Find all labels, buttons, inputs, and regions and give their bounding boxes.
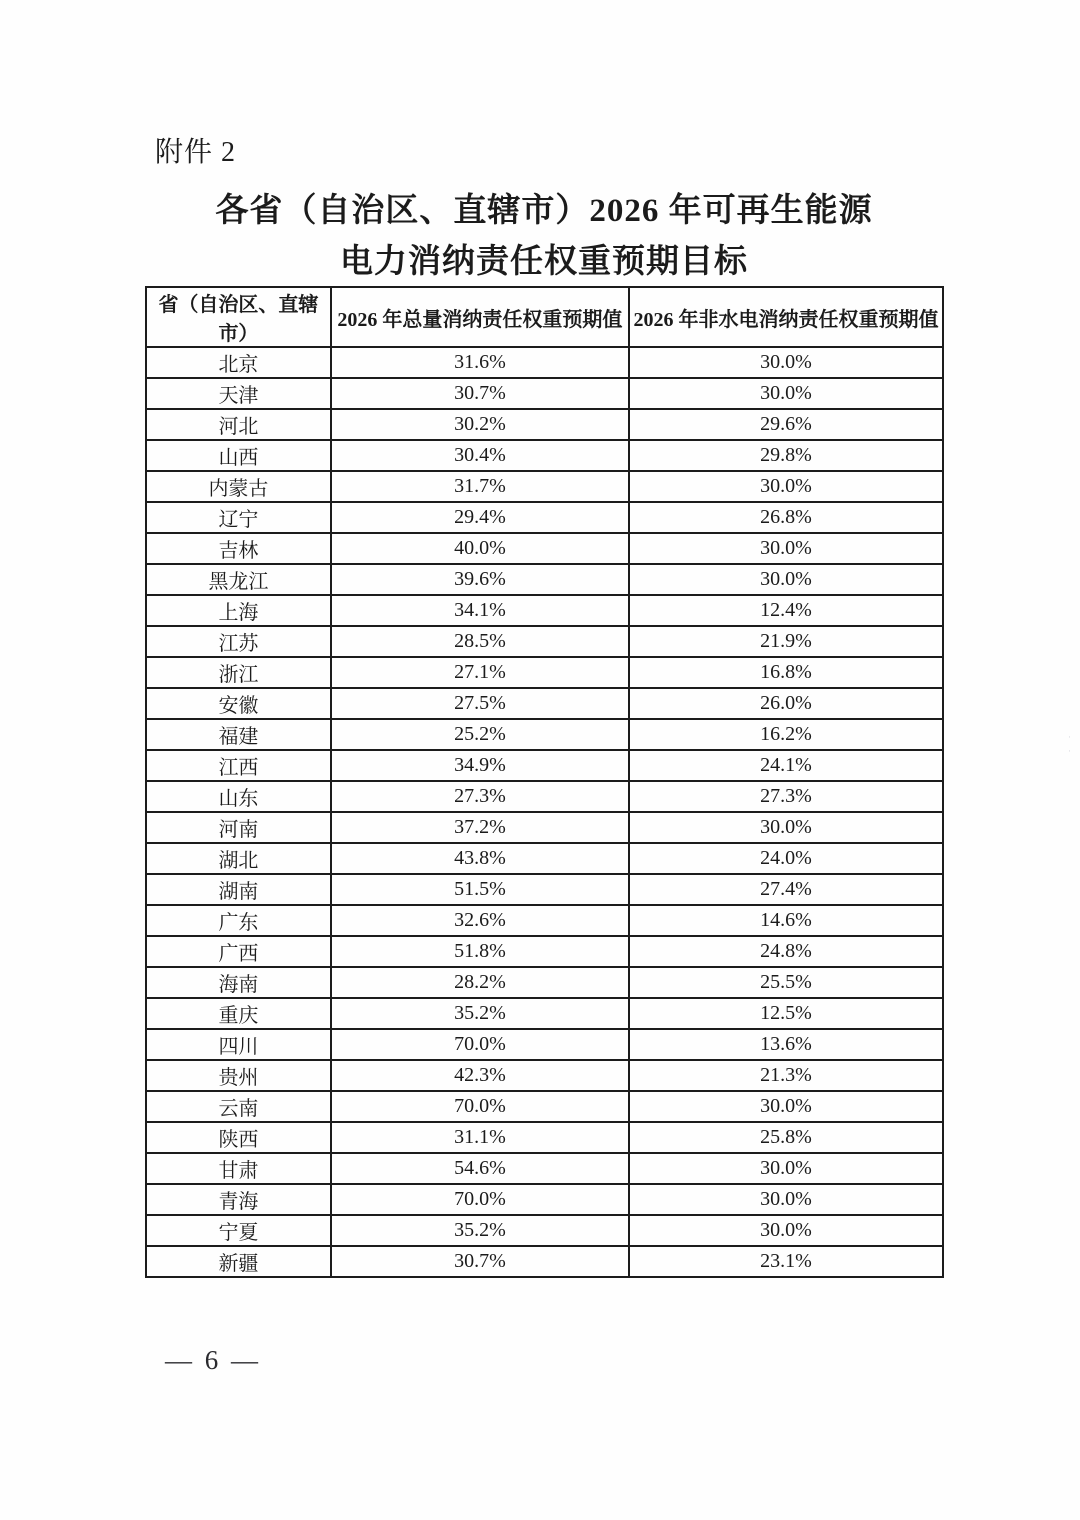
province-cell: 四川	[146, 1029, 331, 1060]
table-row	[146, 1029, 943, 1060]
table-row	[146, 1246, 943, 1277]
nonhydro-weight-cell: 25.5%	[629, 967, 943, 998]
total-weight-cell: 54.6%	[331, 1153, 629, 1184]
table-row	[146, 781, 943, 812]
table-row	[146, 998, 943, 1029]
province-cell: 上海	[146, 595, 331, 626]
province-cell: 湖南	[146, 874, 331, 905]
table-row	[146, 409, 943, 440]
total-weight-cell: 70.0%	[331, 1184, 629, 1215]
total-weight-cell: 30.7%	[331, 1246, 629, 1277]
total-weight-cell: 30.7%	[331, 378, 629, 409]
table-row	[146, 843, 943, 874]
total-weight-cell: 34.1%	[331, 595, 629, 626]
nonhydro-weight-cell: 21.9%	[629, 626, 943, 657]
total-weight-cell: 70.0%	[331, 1029, 629, 1060]
document-title-line1: 各省（自治区、直辖市）2026 年可再生能源	[215, 193, 873, 229]
table-row	[146, 874, 943, 905]
province-cell: 广西	[146, 936, 331, 967]
targets-table	[145, 286, 944, 1278]
total-weight-cell: 42.3%	[331, 1060, 629, 1091]
nonhydro-weight-cell: 24.0%	[629, 843, 943, 874]
table-row	[146, 595, 943, 626]
table-body	[146, 347, 943, 1277]
column-header-total-weight: 2026 年总量消纳责任权重预期值	[331, 287, 629, 347]
nonhydro-weight-cell: 27.3%	[629, 781, 943, 812]
scan-artifact: · ·	[1068, 732, 1071, 756]
table-row	[146, 378, 943, 409]
nonhydro-weight-cell: 16.2%	[629, 719, 943, 750]
total-weight-cell: 31.7%	[331, 471, 629, 502]
table-row	[146, 750, 943, 781]
column-header-nonhydro-weight: 2026 年非水电消纳责任权重预期值	[629, 287, 943, 347]
province-cell: 内蒙古	[146, 471, 331, 502]
total-weight-cell: 27.1%	[331, 657, 629, 688]
province-cell: 河北	[146, 409, 331, 440]
province-cell: 山西	[146, 440, 331, 471]
table-row	[146, 1060, 943, 1091]
province-cell: 山东	[146, 781, 331, 812]
total-weight-cell: 43.8%	[331, 843, 629, 874]
nonhydro-weight-cell: 30.0%	[629, 812, 943, 843]
document-title	[140, 186, 948, 288]
province-cell: 浙江	[146, 657, 331, 688]
nonhydro-weight-cell: 30.0%	[629, 347, 943, 378]
document-title-line2: 电力消纳责任权重预期目标	[340, 244, 748, 280]
province-cell: 吉林	[146, 533, 331, 564]
nonhydro-weight-cell: 24.8%	[629, 936, 943, 967]
nonhydro-weight-cell: 24.1%	[629, 750, 943, 781]
table-row	[146, 1091, 943, 1122]
nonhydro-weight-cell: 26.0%	[629, 688, 943, 719]
table-row	[146, 626, 943, 657]
nonhydro-weight-cell: 14.6%	[629, 905, 943, 936]
table-row	[146, 502, 943, 533]
nonhydro-weight-cell: 16.8%	[629, 657, 943, 688]
table-row	[146, 1122, 943, 1153]
total-weight-cell: 34.9%	[331, 750, 629, 781]
table-row	[146, 812, 943, 843]
table-header-row	[146, 287, 943, 347]
nonhydro-weight-cell: 26.8%	[629, 502, 943, 533]
total-weight-cell: 39.6%	[331, 564, 629, 595]
total-weight-cell: 28.5%	[331, 626, 629, 657]
total-weight-cell: 27.3%	[331, 781, 629, 812]
table-row	[146, 1184, 943, 1215]
table-row	[146, 657, 943, 688]
total-weight-cell: 27.5%	[331, 688, 629, 719]
nonhydro-weight-cell: 30.0%	[629, 1153, 943, 1184]
nonhydro-weight-cell: 21.3%	[629, 1060, 943, 1091]
nonhydro-weight-cell: 12.5%	[629, 998, 943, 1029]
table-row	[146, 533, 943, 564]
nonhydro-weight-cell: 30.0%	[629, 1215, 943, 1246]
nonhydro-weight-cell: 12.4%	[629, 595, 943, 626]
total-weight-cell: 51.8%	[331, 936, 629, 967]
nonhydro-weight-cell: 30.0%	[629, 471, 943, 502]
province-cell: 广东	[146, 905, 331, 936]
nonhydro-weight-cell: 13.6%	[629, 1029, 943, 1060]
total-weight-cell: 70.0%	[331, 1091, 629, 1122]
table-row	[146, 564, 943, 595]
nonhydro-weight-cell: 29.8%	[629, 440, 943, 471]
province-cell: 云南	[146, 1091, 331, 1122]
total-weight-cell: 31.6%	[331, 347, 629, 378]
total-weight-cell: 30.2%	[331, 409, 629, 440]
total-weight-cell: 31.1%	[331, 1122, 629, 1153]
nonhydro-weight-cell: 25.8%	[629, 1122, 943, 1153]
total-weight-cell: 32.6%	[331, 905, 629, 936]
province-cell: 江西	[146, 750, 331, 781]
province-cell: 辽宁	[146, 502, 331, 533]
province-cell: 新疆	[146, 1246, 331, 1277]
total-weight-cell: 40.0%	[331, 533, 629, 564]
nonhydro-weight-cell: 30.0%	[629, 533, 943, 564]
total-weight-cell: 28.2%	[331, 967, 629, 998]
total-weight-cell: 29.4%	[331, 502, 629, 533]
province-cell: 重庆	[146, 998, 331, 1029]
province-cell: 江苏	[146, 626, 331, 657]
province-cell: 河南	[146, 812, 331, 843]
page-number: — 6 —	[165, 1345, 261, 1375]
total-weight-cell: 30.4%	[331, 440, 629, 471]
total-weight-cell: 51.5%	[331, 874, 629, 905]
province-cell: 福建	[146, 719, 331, 750]
table-row	[146, 967, 943, 998]
table-row	[146, 1153, 943, 1184]
total-weight-cell: 25.2%	[331, 719, 629, 750]
table-row	[146, 1215, 943, 1246]
province-cell: 青海	[146, 1184, 331, 1215]
province-cell: 湖北	[146, 843, 331, 874]
nonhydro-weight-cell: 29.6%	[629, 409, 943, 440]
province-cell: 陕西	[146, 1122, 331, 1153]
province-cell: 安徽	[146, 688, 331, 719]
nonhydro-weight-cell: 23.1%	[629, 1246, 943, 1277]
attachment-label: 附件 2	[155, 137, 237, 168]
total-weight-cell: 35.2%	[331, 1215, 629, 1246]
table-row	[146, 936, 943, 967]
province-cell: 海南	[146, 967, 331, 998]
nonhydro-weight-cell: 30.0%	[629, 378, 943, 409]
table-row	[146, 688, 943, 719]
nonhydro-weight-cell: 30.0%	[629, 564, 943, 595]
table-row	[146, 471, 943, 502]
column-header-province: 省（自治区、直辖市）	[146, 287, 331, 347]
province-cell: 北京	[146, 347, 331, 378]
nonhydro-weight-cell: 30.0%	[629, 1184, 943, 1215]
total-weight-cell: 37.2%	[331, 812, 629, 843]
province-cell: 宁夏	[146, 1215, 331, 1246]
table-row	[146, 719, 943, 750]
nonhydro-weight-cell: 27.4%	[629, 874, 943, 905]
province-cell: 黑龙江	[146, 564, 331, 595]
total-weight-cell: 35.2%	[331, 998, 629, 1029]
nonhydro-weight-cell: 30.0%	[629, 1091, 943, 1122]
province-cell: 贵州	[146, 1060, 331, 1091]
table-row	[146, 440, 943, 471]
province-cell: 天津	[146, 378, 331, 409]
table-row	[146, 347, 943, 378]
province-cell: 甘肃	[146, 1153, 331, 1184]
table-row	[146, 905, 943, 936]
